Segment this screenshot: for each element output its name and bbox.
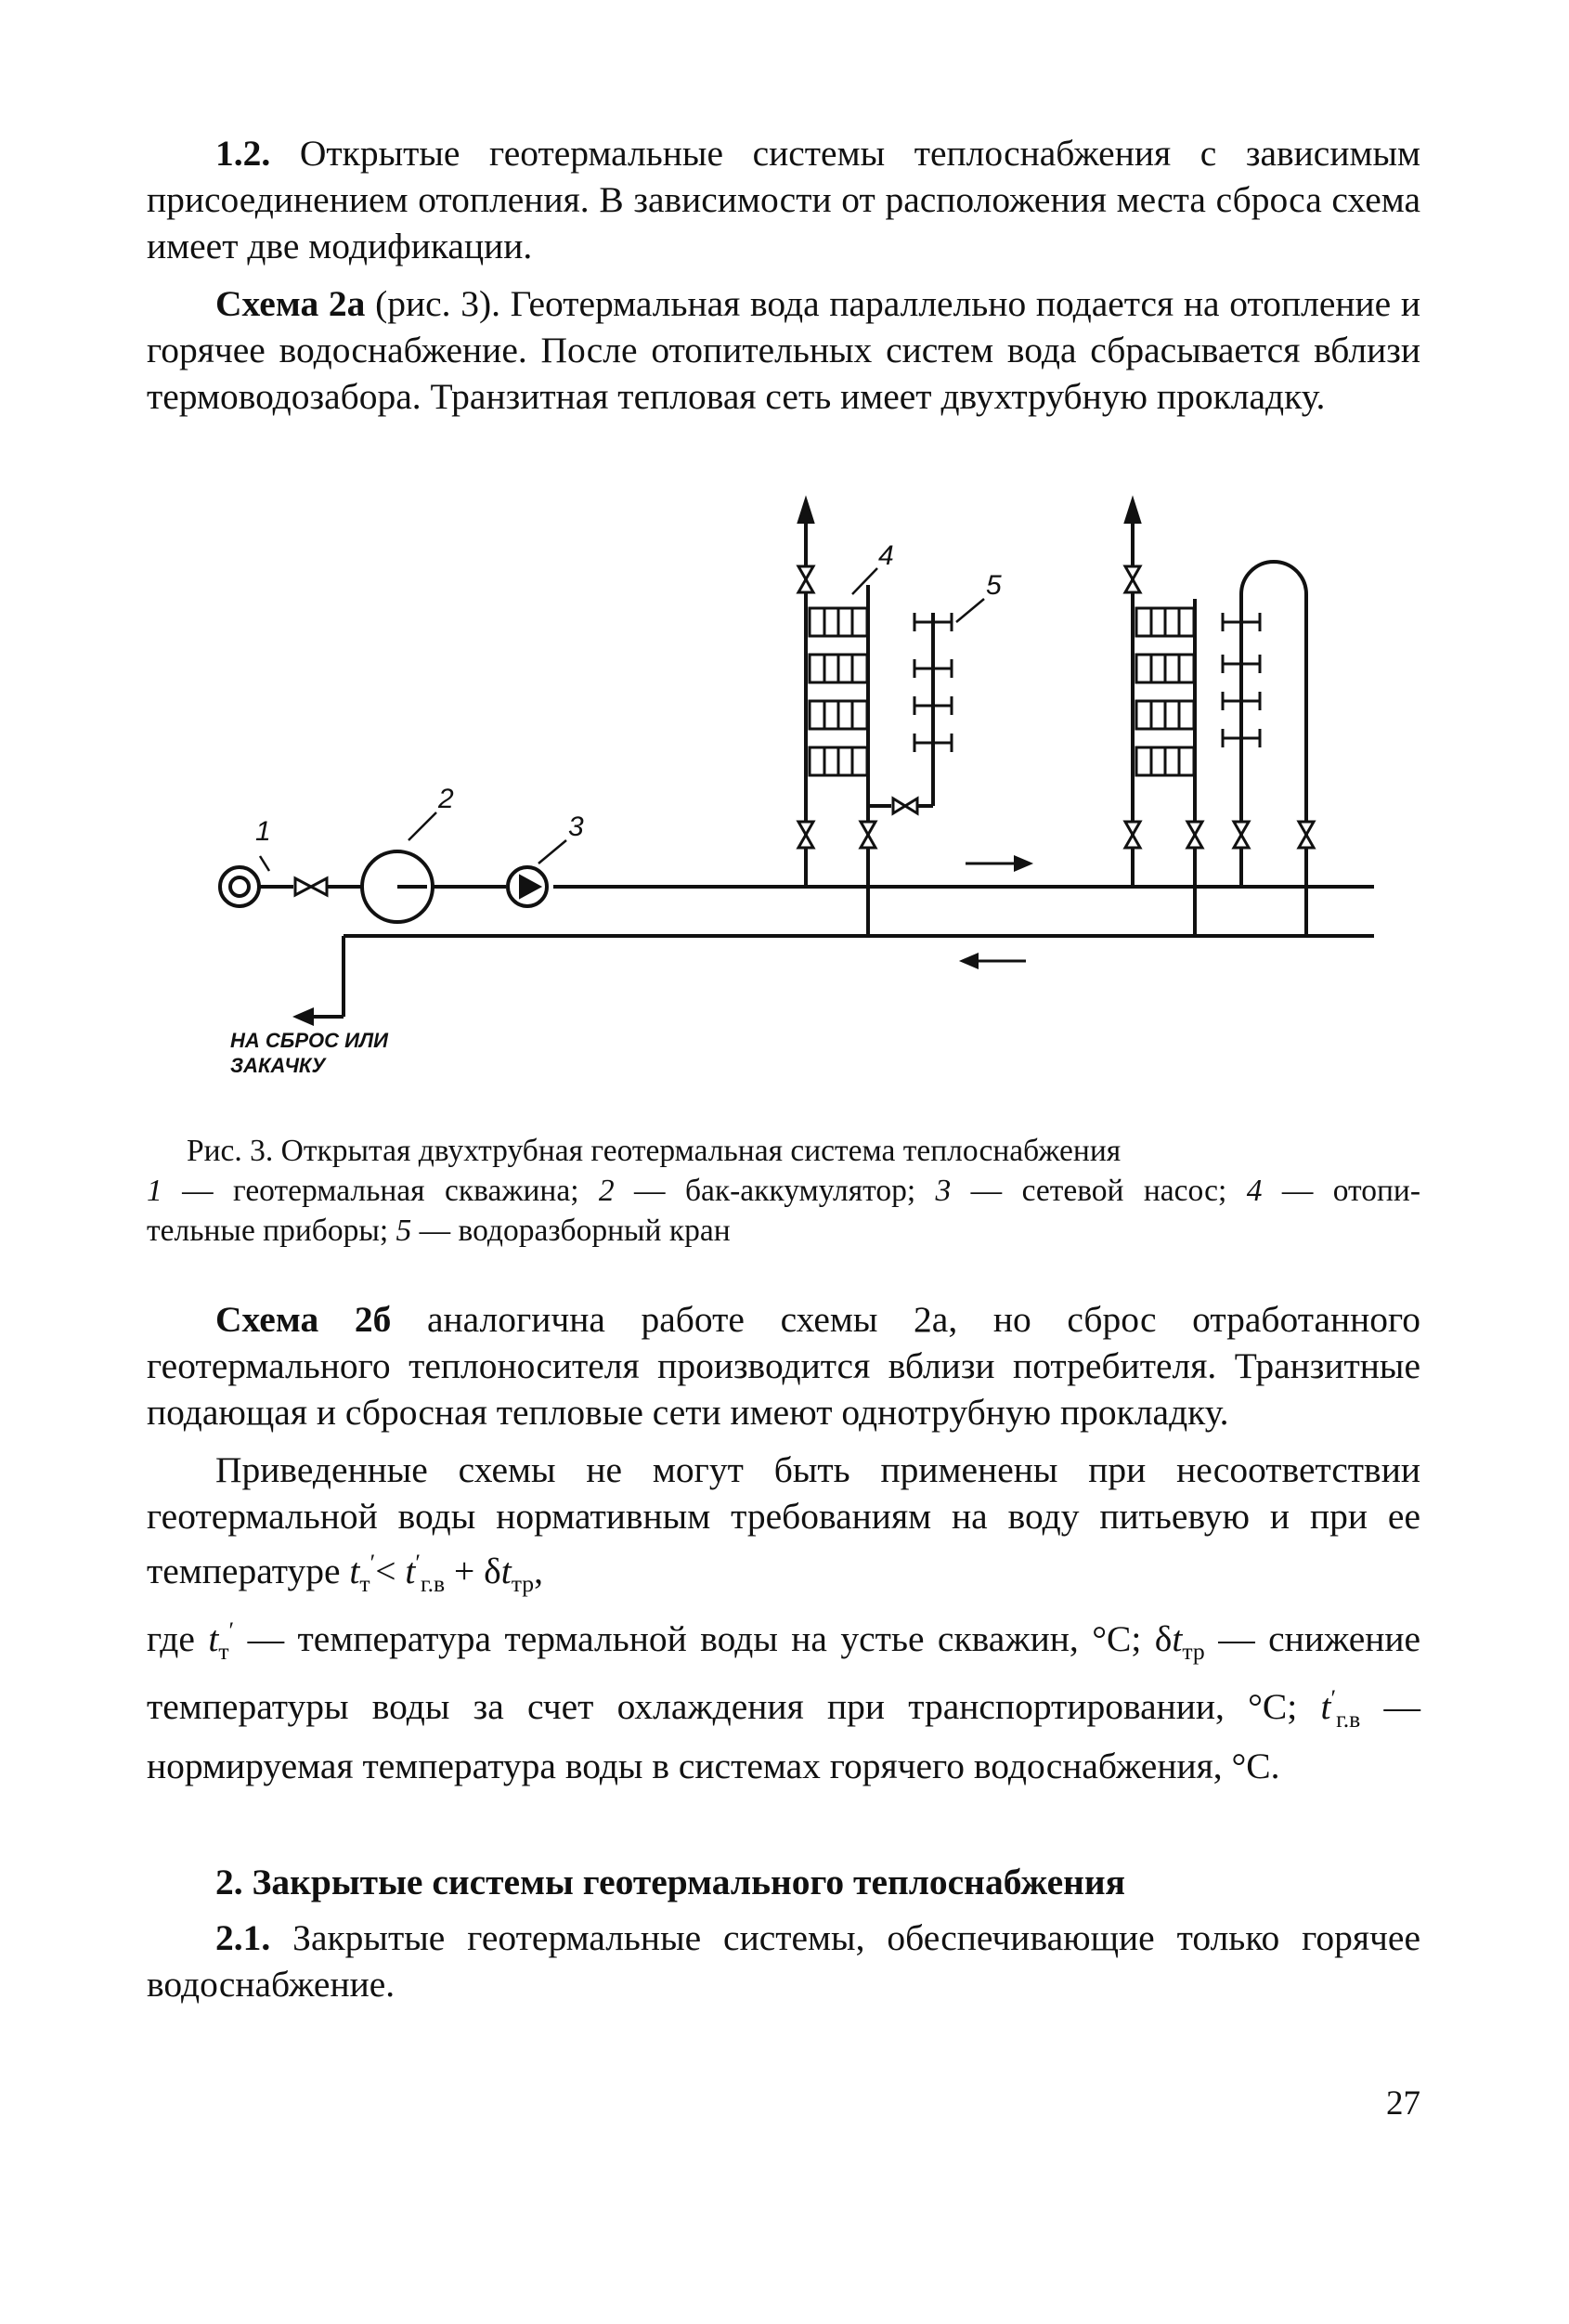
caption-title: Рис. 3. Открытая двухтрубная геотермальная система теплоснабжения: [187, 1134, 1122, 1168]
valve-icon: [861, 835, 875, 848]
section-2-heading: 2. Закрытые системы геотермального теплоснабжения: [215, 1862, 1125, 1902]
valve-icon: [798, 835, 813, 848]
valve-icon: [905, 798, 917, 813]
caption-legend-line-2: тельные приборы; 5 — водоразборный кран: [147, 1214, 731, 1248]
discharge-arrow-icon: [297, 1010, 312, 1023]
riser-arrow-icon: [799, 501, 812, 522]
valve-icon: [1187, 835, 1202, 848]
legend-num-3: 3: [935, 1174, 952, 1208]
geothermal-well-inner: [230, 877, 249, 896]
heating-radiators-left: [810, 608, 867, 775]
leader-line-4: [852, 568, 877, 594]
discharge-label-line-2: ЗАКАЧКУ: [230, 1054, 326, 1077]
legend-num-4: 4: [1246, 1174, 1263, 1208]
legend-num-5: 5: [395, 1214, 412, 1248]
section-2-1: [147, 1915, 1420, 2007]
leader-line-1: [260, 856, 269, 871]
label-1: 1: [255, 816, 271, 847]
leader-line-3: [538, 840, 566, 863]
geothermal-well-icon: [220, 867, 259, 906]
scheme-2b-paragraph: [147, 1296, 1420, 1435]
discharge-label: [230, 1029, 389, 1077]
section-2-1-number: 2.1.: [215, 1917, 271, 1958]
label-2: 2: [438, 784, 454, 814]
figure-labels: [255, 540, 1002, 847]
legend-num-2: 2: [598, 1174, 615, 1208]
legend-num-1: 1: [147, 1174, 162, 1208]
scheme-2a-title: Схема 2а: [215, 283, 366, 324]
figure-caption: [147, 1131, 1420, 1251]
leader-line-5: [956, 599, 984, 622]
pump-arrow-icon: [520, 876, 540, 898]
riser-arrow-icon: [1126, 501, 1139, 522]
valve-icon: [311, 878, 327, 895]
section-1-2-number: 1.2.: [215, 133, 271, 174]
label-5: 5: [986, 570, 1002, 601]
scheme-2b-title: Схема 2б: [215, 1299, 392, 1340]
return-flow-arrow-icon: [964, 955, 977, 967]
definitions-paragraph: где $t_т'$ — температура термальной воды на устье скважин, °С; $\delta t_{тр}$ — снижение температуры воды за счет охлаждения при транспортировании, °С; $t'_{г.в}$ — нормируемая температура воды в системах горячего водоснабжения, °С.: [147, 1616, 1421, 1787]
conditions-paragraph: Приведенные схемы не могут быть применены при несоответствии геотермальной воды нормативным требованиям на воду питьевую и при ее температуре $t_т'< t'_{г.в} + \delta t_{тр}$,: [147, 1449, 1420, 1598]
body-text: [147, 1296, 1420, 1789]
discharge-label-line-1: НА СБРОС ИЛИ: [230, 1029, 388, 1052]
label-3: 3: [568, 811, 584, 842]
scheme-2a-text: (рис. 3). Геотермальная вода параллельно подается на отопление и горячее водоснабжение. После отопительных систем вода сбрасывается вблизи термоводозабора. Транзитная тепловая сеть имеет двухтрубную прокладку.: [147, 283, 1420, 417]
supply-flow-arrow-icon: [1016, 858, 1029, 869]
page-number: 27: [1386, 2084, 1420, 2123]
valve-icon: [1125, 835, 1140, 848]
section-2-1-text: Закрытые геотермальные системы, обеспечивающие только горячее водоснабжение.: [147, 1917, 1420, 2005]
leader-line-2: [408, 812, 436, 840]
section-2-1-block: [147, 1915, 1420, 2007]
caption-legend-line-1: 1 — геотермальная скважина; 2 — бак-аккумулятор; 3 — сетевой насос; 4 — отопи-: [147, 1174, 1420, 1208]
scheme-2b-text: аналогична работе схемы 2а, но сброс отработанного геотермального теплоносителя производится вблизи потребителя. Транзитные подающая и сбросная тепловые сети имеют однотрубную прокладку.: [147, 1299, 1420, 1433]
valve-icon: [1125, 579, 1140, 592]
heating-radiators-right: [1136, 608, 1194, 775]
label-4: 4: [878, 540, 894, 571]
valve-icon: [1299, 835, 1314, 848]
section-1-2-text: Открытые геотермальные системы теплоснабжения с зависимым присоединением отопления. В зависимости от расположения места сброса схема имеет две модификации.: [147, 133, 1421, 266]
valve-icon: [798, 579, 813, 592]
hot-water-loop-right: [1241, 562, 1306, 887]
valve-icon: [1234, 835, 1249, 848]
